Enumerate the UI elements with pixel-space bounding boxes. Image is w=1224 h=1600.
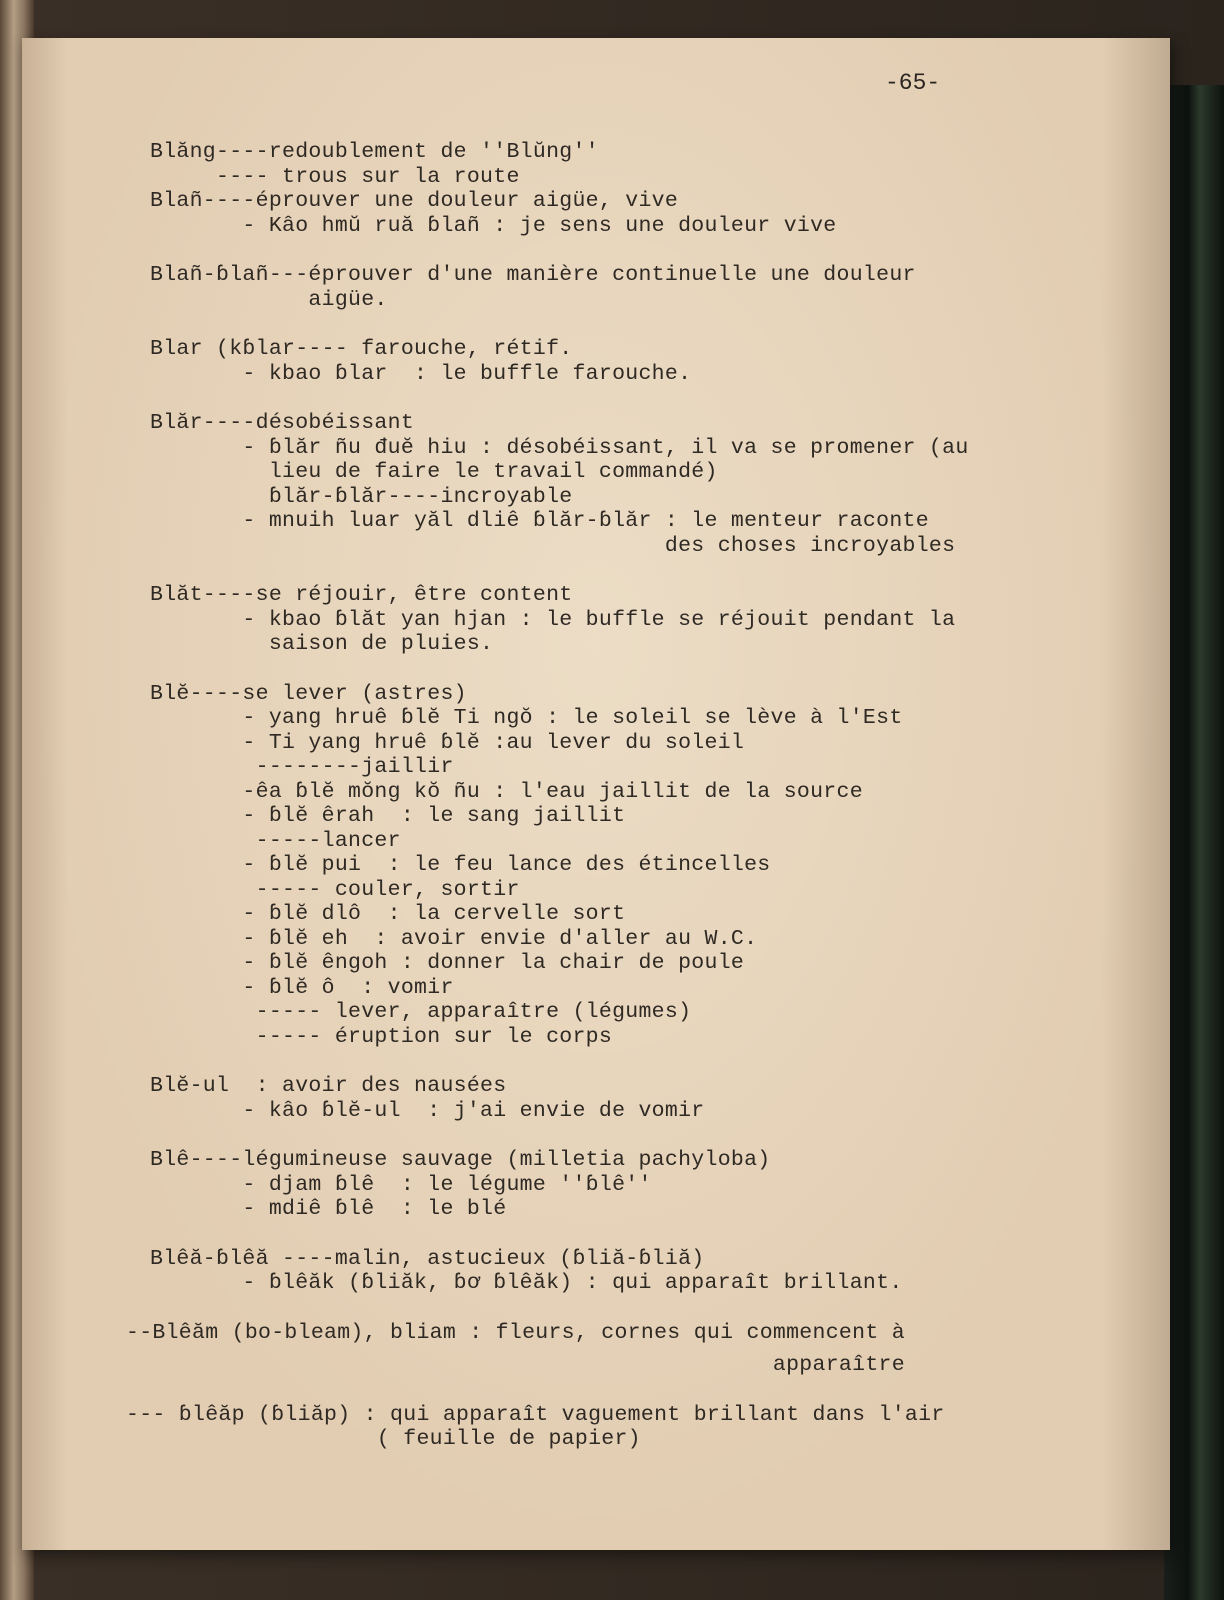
- text-line: - ɓlĕ dlô : la cervelle sort: [150, 902, 626, 926]
- text-line: Blañ----éprouver une douleur aigüe, vive: [150, 189, 679, 213]
- text-line: Blañ-ɓlañ---éprouver d'une manière continuelle une douleur: [150, 263, 916, 287]
- text-line: - Kâo hmŭ ruă ɓlañ : je sens une douleur vive: [150, 213, 837, 238]
- dictionary-entry: [150, 337, 1150, 386]
- text-line: - ɓlĕ eh : avoir envie d'aller au W.C.: [150, 926, 758, 951]
- text-line: Blê----légumineuse sauvage (milletia pachyloba): [150, 1148, 771, 1172]
- text-line: Blăr----désobéissant: [150, 411, 415, 435]
- text-line: - ɓlĕ ô : vomir: [150, 975, 454, 1000]
- text-line: Blêă-ɓlêă ----malin, astucieux (ɓliă-ɓliă): [150, 1246, 705, 1271]
- text-line: apparaître: [126, 1353, 905, 1377]
- text-line: - ɓlêăk (ɓliăk, ɓơ ɓlêăk) : qui apparaît brillant.: [150, 1271, 903, 1295]
- text-line: Blăt----se réjouir, être content: [150, 583, 573, 607]
- dictionary-entry: [150, 263, 1150, 312]
- text-line: ----- couler, sortir: [150, 877, 520, 902]
- text-line: ----- éruption sur le corps: [150, 1024, 613, 1049]
- text-line: - ɓlĕ êngoh : donner la chair de poule: [150, 951, 745, 975]
- text-line: - ɓlĕ pui : le feu lance des étincelles: [150, 853, 771, 877]
- text-line: - kbao ɓlăt yan hjan : le buffle se réjouit pendant la: [150, 607, 956, 632]
- dictionary-entry: [126, 1403, 1150, 1452]
- text-line: des choses incroyables: [150, 533, 956, 558]
- dictionary-entry: [150, 1247, 1150, 1296]
- text-line: ( feuille de papier): [126, 1427, 641, 1451]
- text-line: -----lancer: [150, 828, 401, 853]
- text-line: Blĕ----se lever (astres): [150, 681, 467, 706]
- dictionary-entry: [150, 583, 1150, 657]
- text-line: Blĕ-ul : avoir des nausées: [150, 1074, 507, 1098]
- text-line: --------jaillir: [150, 755, 454, 779]
- text-line: saison de pluies.: [150, 632, 494, 656]
- text-line: - djam ɓlê : le légume ''ɓlê'': [150, 1172, 652, 1197]
- text-line: - kâo ɓlĕ-ul : j'ai envie de vomir: [150, 1098, 705, 1123]
- dictionary-entry: [150, 1148, 1150, 1222]
- text-line: - yang hruê ɓlĕ Ti ngŏ : le soleil se lève à l'Est: [150, 706, 903, 730]
- text-line: Blăng----redoublement de ''Blŭng'': [150, 140, 599, 164]
- text-line: - mdiê ɓlê : le blé: [150, 1197, 507, 1221]
- text-line: - kbao ɓlar : le buffle farouche.: [150, 361, 692, 386]
- text-line: - ɓlĕ êrah : le sang jaillit: [150, 804, 626, 828]
- dictionary-entry: [126, 1321, 1150, 1378]
- text-line: ɓlăr-ɓlăr----incroyable: [150, 484, 573, 509]
- dictionary-entry: [150, 411, 1150, 558]
- dictionary-entry: [150, 140, 1150, 238]
- text-line: ---- trous sur la route: [150, 164, 520, 189]
- text-line: -êa ɓlĕ mŏng kŏ ñu : l'eau jaillit de la source: [150, 779, 863, 804]
- text-line: - mnuih luar yăl dliê ɓlăr-ɓlăr : le menteur raconte: [150, 509, 929, 533]
- text-line: lieu de faire le travail commandé): [150, 460, 718, 484]
- text-line: --- ɓlêăp (ɓliăp) : qui apparaît vaguement brillant dans l'air: [126, 1402, 945, 1427]
- dictionary-entry: [150, 682, 1150, 1050]
- page-number: -65-: [885, 70, 941, 96]
- text-line: - Ti yang hruê ɓlĕ :au lever du soleil: [150, 730, 745, 755]
- book-cover-edge: [1164, 85, 1224, 1600]
- text-line: --Blêăm (bo-bleam), bliam : fleurs, cornes qui commencent à: [126, 1320, 905, 1345]
- dictionary-text: [126, 140, 1150, 1452]
- document-page: [22, 38, 1170, 1550]
- text-line: aigüe.: [150, 287, 388, 312]
- text-line: Blar (kɓlar---- farouche, rétif.: [150, 337, 573, 361]
- dictionary-entry: [150, 1074, 1150, 1123]
- text-line: ----- lever, apparaître (légumes): [150, 1000, 692, 1024]
- text-line: - ɓlăr ñu đuĕ hiu : désobéissant, il va se promener (au: [150, 435, 969, 460]
